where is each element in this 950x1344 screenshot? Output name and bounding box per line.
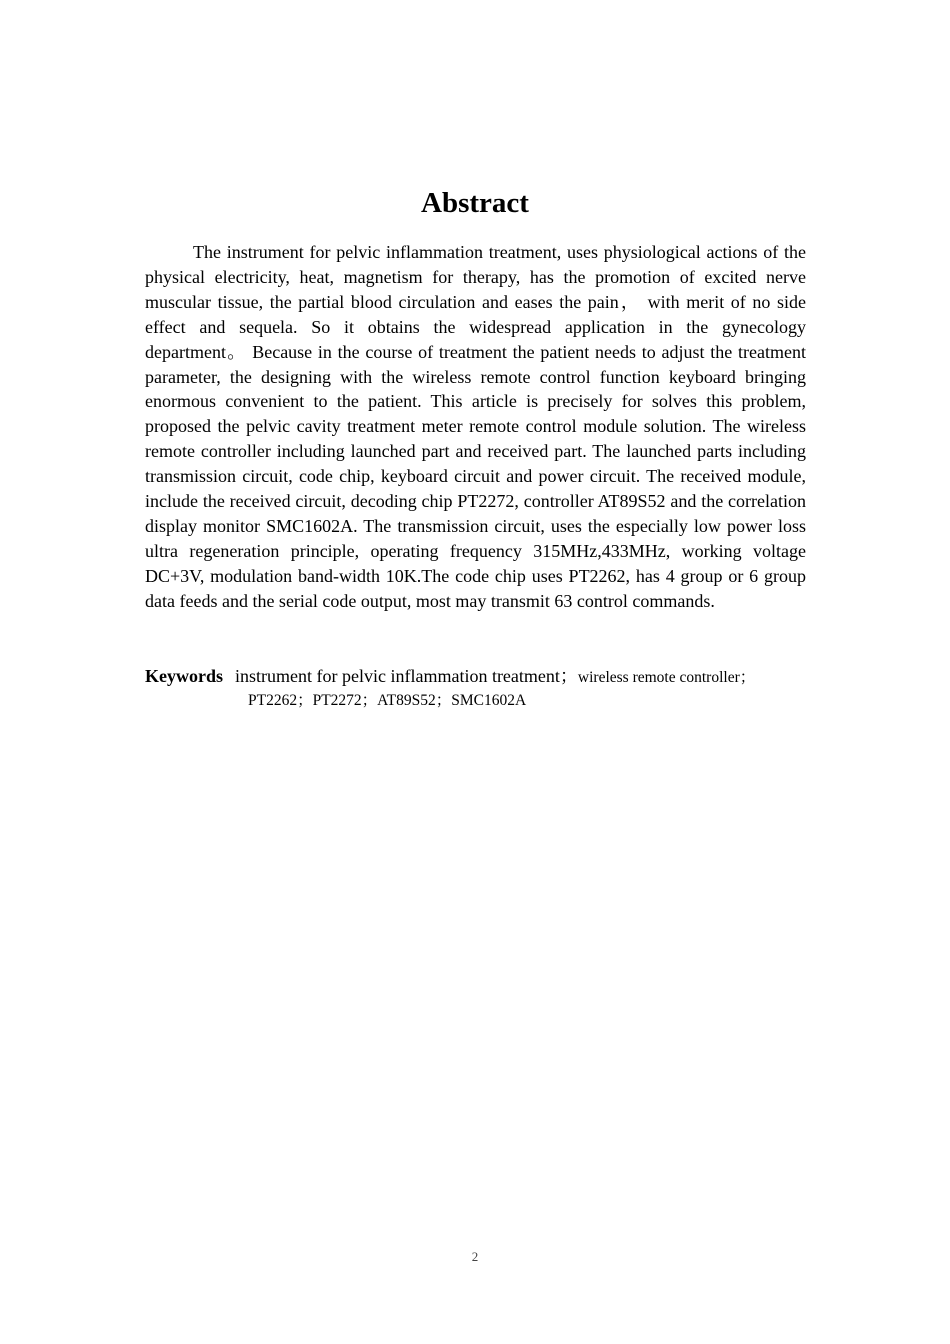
abstract-title: Abstract (421, 187, 529, 219)
page-number: 2 (471, 1249, 479, 1264)
keywords-label: Keywords (145, 666, 223, 686)
keywords-section (145, 664, 806, 690)
abstract-paragraph: The instrument for pelvic inflammation treatment, uses physiological actions of the physical electricity, heat, magnetism for therapy, has the promotion of excited nerve muscular tissue, the partial blood circulation and eases the pain， with merit of no side effect and sequela. So it obtains the widespread application in the gynecology department。 Because in the course of treatment the patient needs to adjust the treatment parameter, the designing with the wireless remote control function keyboard bringing enormous convenient to the patient. This article is precisely for solves this problem, proposed the pelvic cavity treatment meter remote control module solution. The wireless remote controller including launched part and received part. The launched parts including transmission circuit, code chip, keyboard circuit and power circuit. The received module, include the received circuit, decoding chip PT2272, controller AT89S52 and the correlation display monitor SMC1602A. The transmission circuit, uses the especially low power loss ultra regeneration principle, operating frequency 315MHz,433MHz, working voltage DC+3V, modulation band-width 10K.The code chip uses PT2262, has 4 group or 6 group data feeds and the serial code output, most may transmit 63 control commands. (145, 242, 806, 611)
keywords-line1-part1: instrument for pelvic inflammation treatment； (235, 666, 578, 686)
keywords-line1-part2: wireless remote controller； (577, 669, 756, 686)
keywords-line2: PT2262；PT2272；AT89S52；SMC1602A (248, 692, 527, 709)
